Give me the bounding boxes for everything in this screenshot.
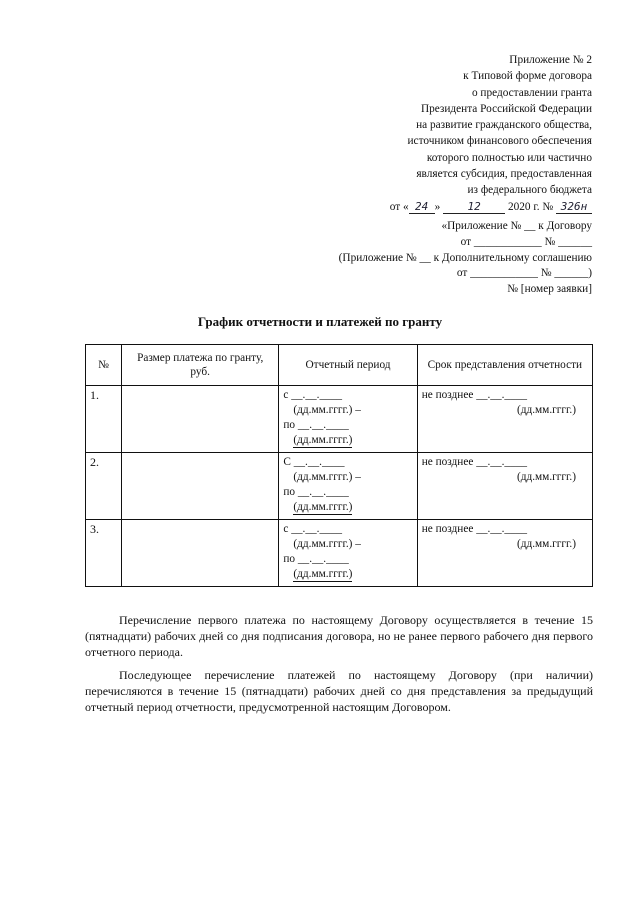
appendix-header <box>292 52 592 215</box>
column-header-period: Отчетный период <box>279 345 417 386</box>
month-value: 12 <box>467 199 481 213</box>
date-format-hint: (дд.мм.гггг.) <box>293 568 353 580</box>
deadline-cell[interactable] <box>417 386 592 453</box>
period-cell[interactable] <box>279 386 417 453</box>
date-format-hint: (дд.мм.гггг.) <box>516 538 576 550</box>
table-row <box>86 453 593 520</box>
date-format-hint: (дд.мм.гггг.) <box>293 434 353 446</box>
appendix-line: (Приложение № __ к Дополнительному соглашению <box>338 251 592 264</box>
date-format-hint: (дд.мм.гггг.) – <box>293 538 361 550</box>
day-field <box>409 201 435 214</box>
order-date-line <box>292 199 592 215</box>
amount-cell[interactable] <box>122 520 279 587</box>
day-value: 24 <box>415 199 429 213</box>
header-line: на развитие гражданского общества, <box>416 119 592 132</box>
deadline-label: не позднее <box>421 523 474 535</box>
from-date-blank: __.__.____ <box>291 523 343 535</box>
amount-cell[interactable] <box>122 386 279 453</box>
from-label: С <box>283 456 291 468</box>
date-format-hint: (дд.мм.гггг.) – <box>293 471 361 483</box>
column-header-number: № <box>86 345 122 386</box>
date-format-hint: (дд.мм.гггг.) <box>516 404 576 416</box>
header-line: к Типовой форме договора <box>463 70 592 83</box>
header-line: Президента Российской Федерации <box>420 102 592 115</box>
date-year: 2020 г. № <box>507 200 554 213</box>
from-label: с <box>283 389 289 401</box>
date-mid: » <box>434 200 441 213</box>
row-number: 1. <box>86 386 122 453</box>
deadline-label: не позднее <box>421 456 474 468</box>
to-date-blank: __.__.____ <box>297 486 349 498</box>
page-title: График отчетности и платежей по гранту <box>197 314 443 329</box>
column-header-amount: Размер платежа по гранту, руб. <box>122 345 279 386</box>
schedule-table <box>85 344 593 587</box>
row-number: 3. <box>86 520 122 587</box>
from-date-blank: __.__.____ <box>291 389 343 401</box>
deadline-cell[interactable] <box>417 520 592 587</box>
deadline-cell[interactable] <box>417 453 592 520</box>
appendix-line: от ____________ № ______) <box>456 267 592 280</box>
body-text <box>85 612 593 721</box>
appendix-line: № [номер заявки] <box>507 283 592 296</box>
date-format-hint: (дд.мм.гггг.) <box>516 471 576 483</box>
column-header-deadline: Срок представления отчетности <box>417 345 592 386</box>
header-line: из федерального бюджета <box>467 184 592 197</box>
from-label: с <box>283 523 289 535</box>
month-field <box>443 201 505 214</box>
deadline-date-blank: __.__.____ <box>476 523 528 535</box>
paragraph: Последующее перечисление платежей по настоящему Договору (при наличии) перечисляются в течение 15 (пятнадцати) рабочих дней со дня представления за предыдущий отчетный период отчетности, предусмотренной настоящим Договором. <box>85 667 593 715</box>
table-row <box>86 386 593 453</box>
deadline-label: не позднее <box>421 389 474 401</box>
amount-cell[interactable] <box>122 453 279 520</box>
table-header-row <box>86 345 593 386</box>
order-number-field <box>556 201 592 214</box>
header-line: Приложение № 2 <box>509 54 592 66</box>
deadline-date-blank: __.__.____ <box>476 456 528 468</box>
from-date-blank: __.__.____ <box>293 456 345 468</box>
header-line: о предоставлении гранта <box>471 86 592 99</box>
row-number: 2. <box>86 453 122 520</box>
order-number-value: 326н <box>560 199 588 213</box>
deadline-date-blank: __.__.____ <box>476 389 528 401</box>
paragraph: Перечисление первого платежа по настоящему Договору осуществляется в течение 15 (пятнадцати) рабочих дней со дня подписания договора, но не ранее первого рабочего дня первого отчетного периода. <box>85 613 593 660</box>
appendix-reference <box>272 219 592 298</box>
date-format-hint: (дд.мм.гггг.) – <box>293 404 361 416</box>
appendix-line: «Приложение № __ к Договору <box>441 220 592 232</box>
header-line: является субсидия, предоставленная <box>416 168 592 181</box>
appendix-line: от ____________ № ______ <box>460 235 592 248</box>
to-label: по <box>283 486 296 498</box>
table-row <box>86 520 593 587</box>
to-date-blank: __.__.____ <box>297 419 349 431</box>
date-format-hint: (дд.мм.гггг.) <box>293 501 353 513</box>
header-line: которого полностью или частично <box>426 151 592 164</box>
to-date-blank: __.__.____ <box>297 553 349 565</box>
header-line: источником финансового обеспечения <box>407 135 592 148</box>
period-cell[interactable] <box>279 520 417 587</box>
to-label: по <box>283 419 296 431</box>
date-prefix: от « <box>389 200 409 213</box>
to-label: по <box>283 553 296 565</box>
period-cell[interactable] <box>279 453 417 520</box>
